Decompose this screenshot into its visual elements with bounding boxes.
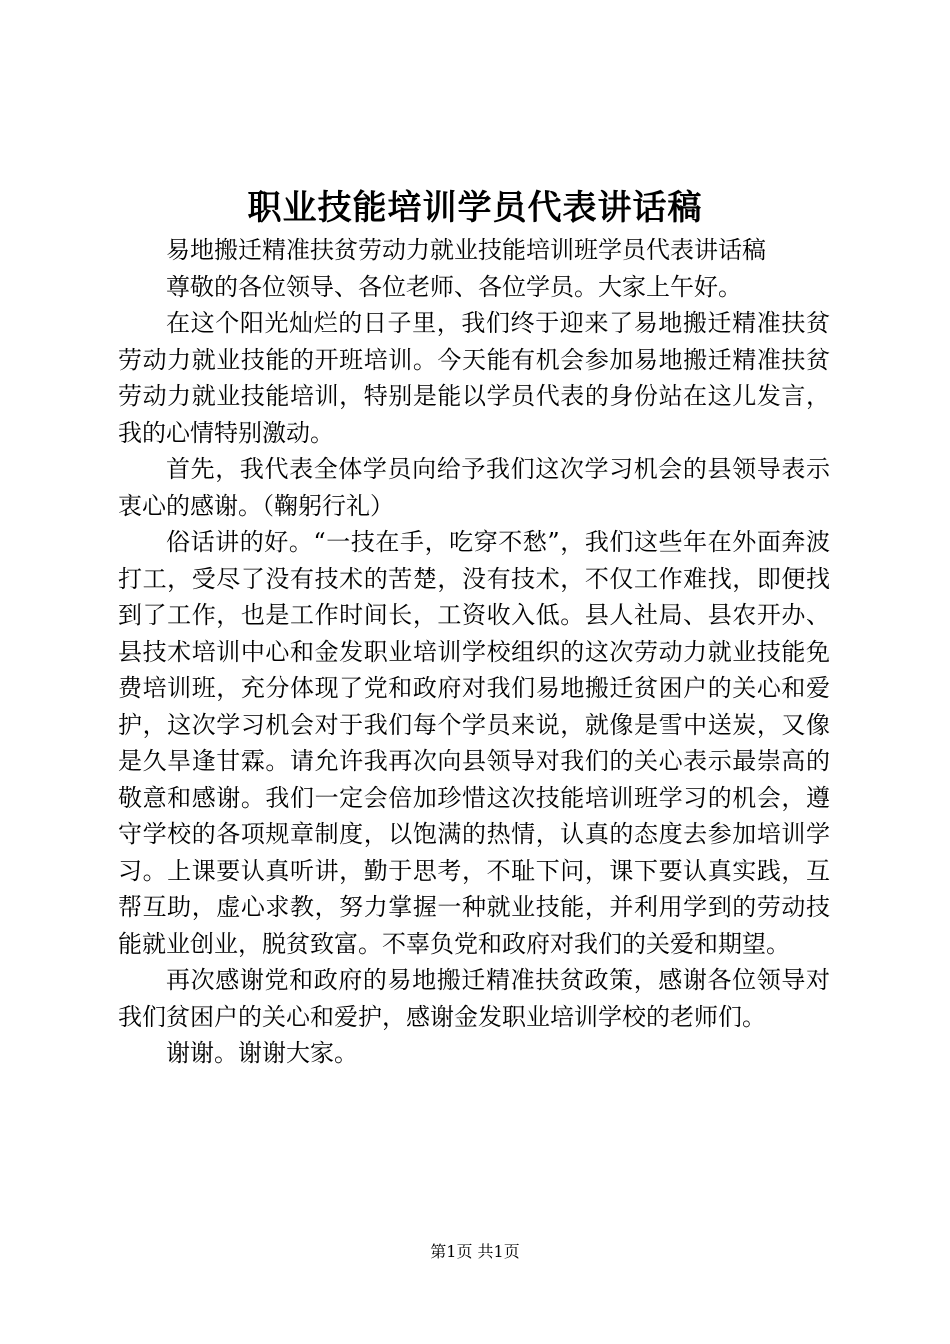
paragraph-closing-thanks: 再次感谢党和政府的易地搬迁精准扶贫政策，感谢各位领导对我们贫困户的关心和爱护，感谢金发职业培训学校的老师们。 bbox=[118, 966, 830, 1031]
document-body bbox=[118, 232, 830, 1072]
document-title: 职业技能培训学员代表讲话稿 bbox=[247, 188, 703, 228]
paragraph-greeting: 尊敬的各位领导、各位老师、各位学员。大家上午好。 bbox=[166, 272, 742, 301]
page-footer: 第1页 共1页 bbox=[430, 1242, 520, 1261]
paragraph-ending: 谢谢。谢谢大家。 bbox=[166, 1039, 358, 1067]
paragraph-thanks: 首先，我代表全体学员向给予我们这次学习机会的县领导表示衷心的感谢。（鞠躬行礼） bbox=[118, 455, 830, 520]
paragraph-subtitle: 易地搬迁精准扶贫劳动力就业技能培训班学员代表讲话稿 bbox=[166, 236, 766, 264]
paragraph-main: 俗话讲的好。“一技在手，吃穿不愁”，我们这些年在外面奔波打工，受尽了没有技术的苦楚，没有技术，不仅工作难找，即便找到了工作，也是工作时间长，工资收入低。县人社局、县农开办、县技术培训中心和金发职业培训学校组织的这次劳动力就业技能免费培训班，充分体现了党和政府对我们易地搬迁贫困户的关心和爱护，这次学习机会对于我们每个学员来说，就像是雪中送炭，又像是久旱逢甘霖。请允许我再次向县领导对我们的关心表示最崇高的敬意和感谢。我们一定会倍加珍惜这次技能培训班学习的机会，遵守学校的各项规章制度，以饱满的热情，认真的态度去参加培训学习。上课要认真听讲，勤于思考，不耻下问，课下要认真实践，互帮互助，虚心求教，努力掌握一种就业技能，并利用学到的劳动技能就业创业，脱贫致富。不辜负党和政府对我们的关爱和期望。 bbox=[118, 528, 830, 958]
paragraph-opening: 在这个阳光灿烂的日子里，我们终于迎来了易地搬迁精准扶贫劳动力就业技能的开班培训。今天能有机会参加易地搬迁精准扶贫劳动力就业技能培训，特别是能以学员代表的身份站在这儿发言，我的心情特别激动。 bbox=[118, 309, 830, 447]
